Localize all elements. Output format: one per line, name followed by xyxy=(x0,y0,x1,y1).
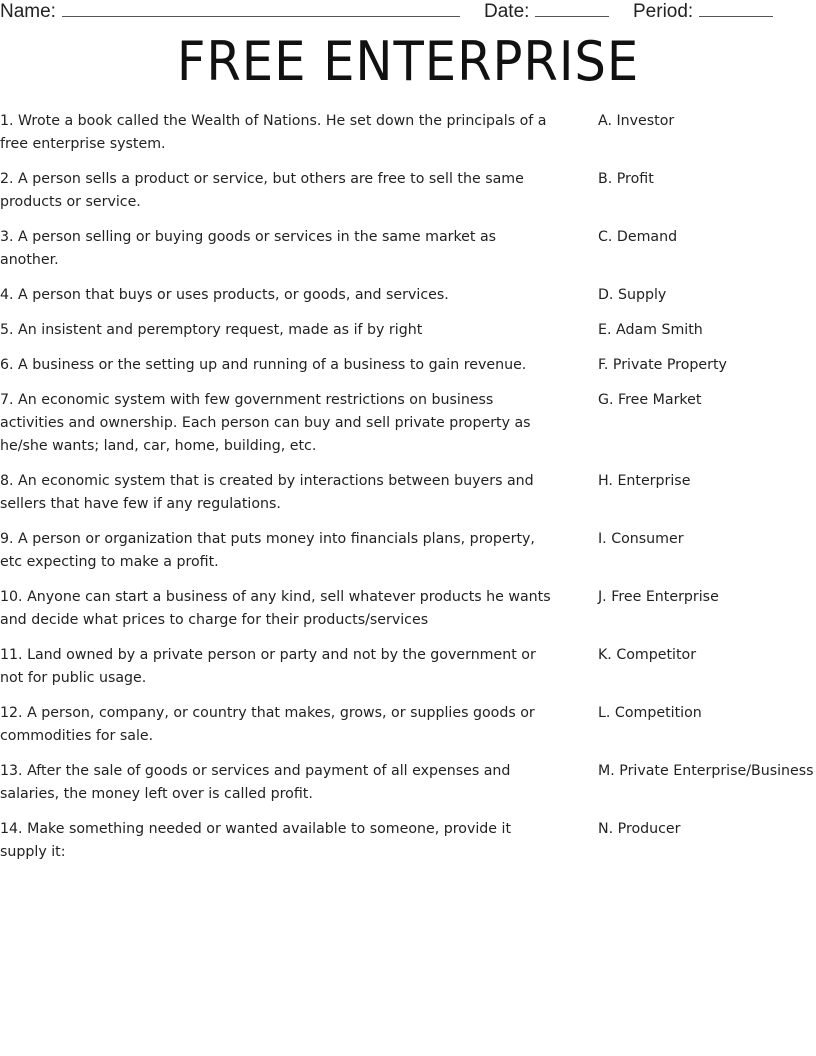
answer-option: H. Enterprise xyxy=(598,473,691,489)
answer-option: F. Private Property xyxy=(598,357,727,373)
clue-text: 7. An economic system with few government restrictions on business activities and ownership. Each person can buy and sell private property as he/she wants; land, car, home, building, etc. xyxy=(0,392,531,454)
answer-option: A. Investor xyxy=(598,113,675,129)
date-label: Date: xyxy=(484,1,530,22)
clue-text: 6. A business or the setting up and running of a business to gain revenue. xyxy=(0,357,527,373)
clue-text: 10. Anyone can start a business of any kind, sell whatever products he wants and decide what prices to charge for their products/services xyxy=(0,589,551,628)
answer-option: I. Consumer xyxy=(598,531,684,547)
name-field xyxy=(0,0,460,23)
matching-row xyxy=(0,760,816,806)
period-field xyxy=(633,0,773,23)
clue-text: 3. A person selling or buying goods or services in the same market as another. xyxy=(0,229,497,268)
name-label: Name: xyxy=(0,1,56,22)
clue-text: 13. After the sale of goods or services and payment of all expenses and salaries, the money left over is called profit. xyxy=(0,763,511,802)
answer-option: B. Profit xyxy=(598,171,654,187)
clue-text: 8. An economic system that is created by interactions between buyers and sellers that have few if any regulations. xyxy=(0,473,534,512)
answer-option: L. Competition xyxy=(598,705,702,721)
worksheet-header xyxy=(0,0,816,26)
period-label: Period: xyxy=(633,1,694,22)
name-blank-line[interactable] xyxy=(62,0,460,17)
answer-option: K. Competitor xyxy=(598,647,697,663)
clue-text: 11. Land owned by a private person or party and not by the government or not for public usage. xyxy=(0,647,536,686)
clue-text: 12. A person, company, or country that makes, grows, or supplies goods or commodities for sale. xyxy=(0,705,535,744)
clue-text: 14. Make something needed or wanted available to someone, provide it supply it: xyxy=(0,821,512,860)
matching-row xyxy=(0,168,816,214)
matching-row xyxy=(0,284,816,307)
matching-row xyxy=(0,528,816,574)
answer-option: D. Supply xyxy=(598,287,667,303)
clue-text: 4. A person that buys or uses products, or goods, and services. xyxy=(0,287,449,303)
matching-row xyxy=(0,702,816,748)
matching-row xyxy=(0,110,816,156)
clue-text: 5. An insistent and peremptory request, made as if by right xyxy=(0,322,423,338)
matching-row xyxy=(0,586,816,632)
clue-text: 9. A person or organization that puts money into financials plans, property, etc expecting to make a profit. xyxy=(0,531,535,570)
answer-option: J. Free Enterprise xyxy=(598,589,719,605)
page-title: FREE ENTERPRISE xyxy=(176,30,640,93)
clue-text: 2. A person sells a product or service, but others are free to sell the same products or service. xyxy=(0,171,524,210)
answer-option: N. Producer xyxy=(598,821,681,837)
answer-option: C. Demand xyxy=(598,229,678,245)
answer-option: G. Free Market xyxy=(598,392,702,408)
answer-option: M. Private Enterprise/Business xyxy=(598,763,814,779)
matching-row xyxy=(0,470,816,516)
matching-row xyxy=(0,644,816,690)
matching-row xyxy=(0,389,816,458)
matching-row xyxy=(0,354,816,377)
matching-row xyxy=(0,818,816,864)
matching-row xyxy=(0,319,816,342)
period-blank-line[interactable] xyxy=(699,0,773,17)
date-field xyxy=(484,0,609,23)
matching-row xyxy=(0,226,816,272)
clue-text: 1. Wrote a book called the Wealth of Nations. He set down the principals of a free enterprise system. xyxy=(0,113,547,152)
date-blank-line[interactable] xyxy=(535,0,609,17)
matching-list xyxy=(0,110,816,876)
answer-option: E. Adam Smith xyxy=(598,322,703,338)
